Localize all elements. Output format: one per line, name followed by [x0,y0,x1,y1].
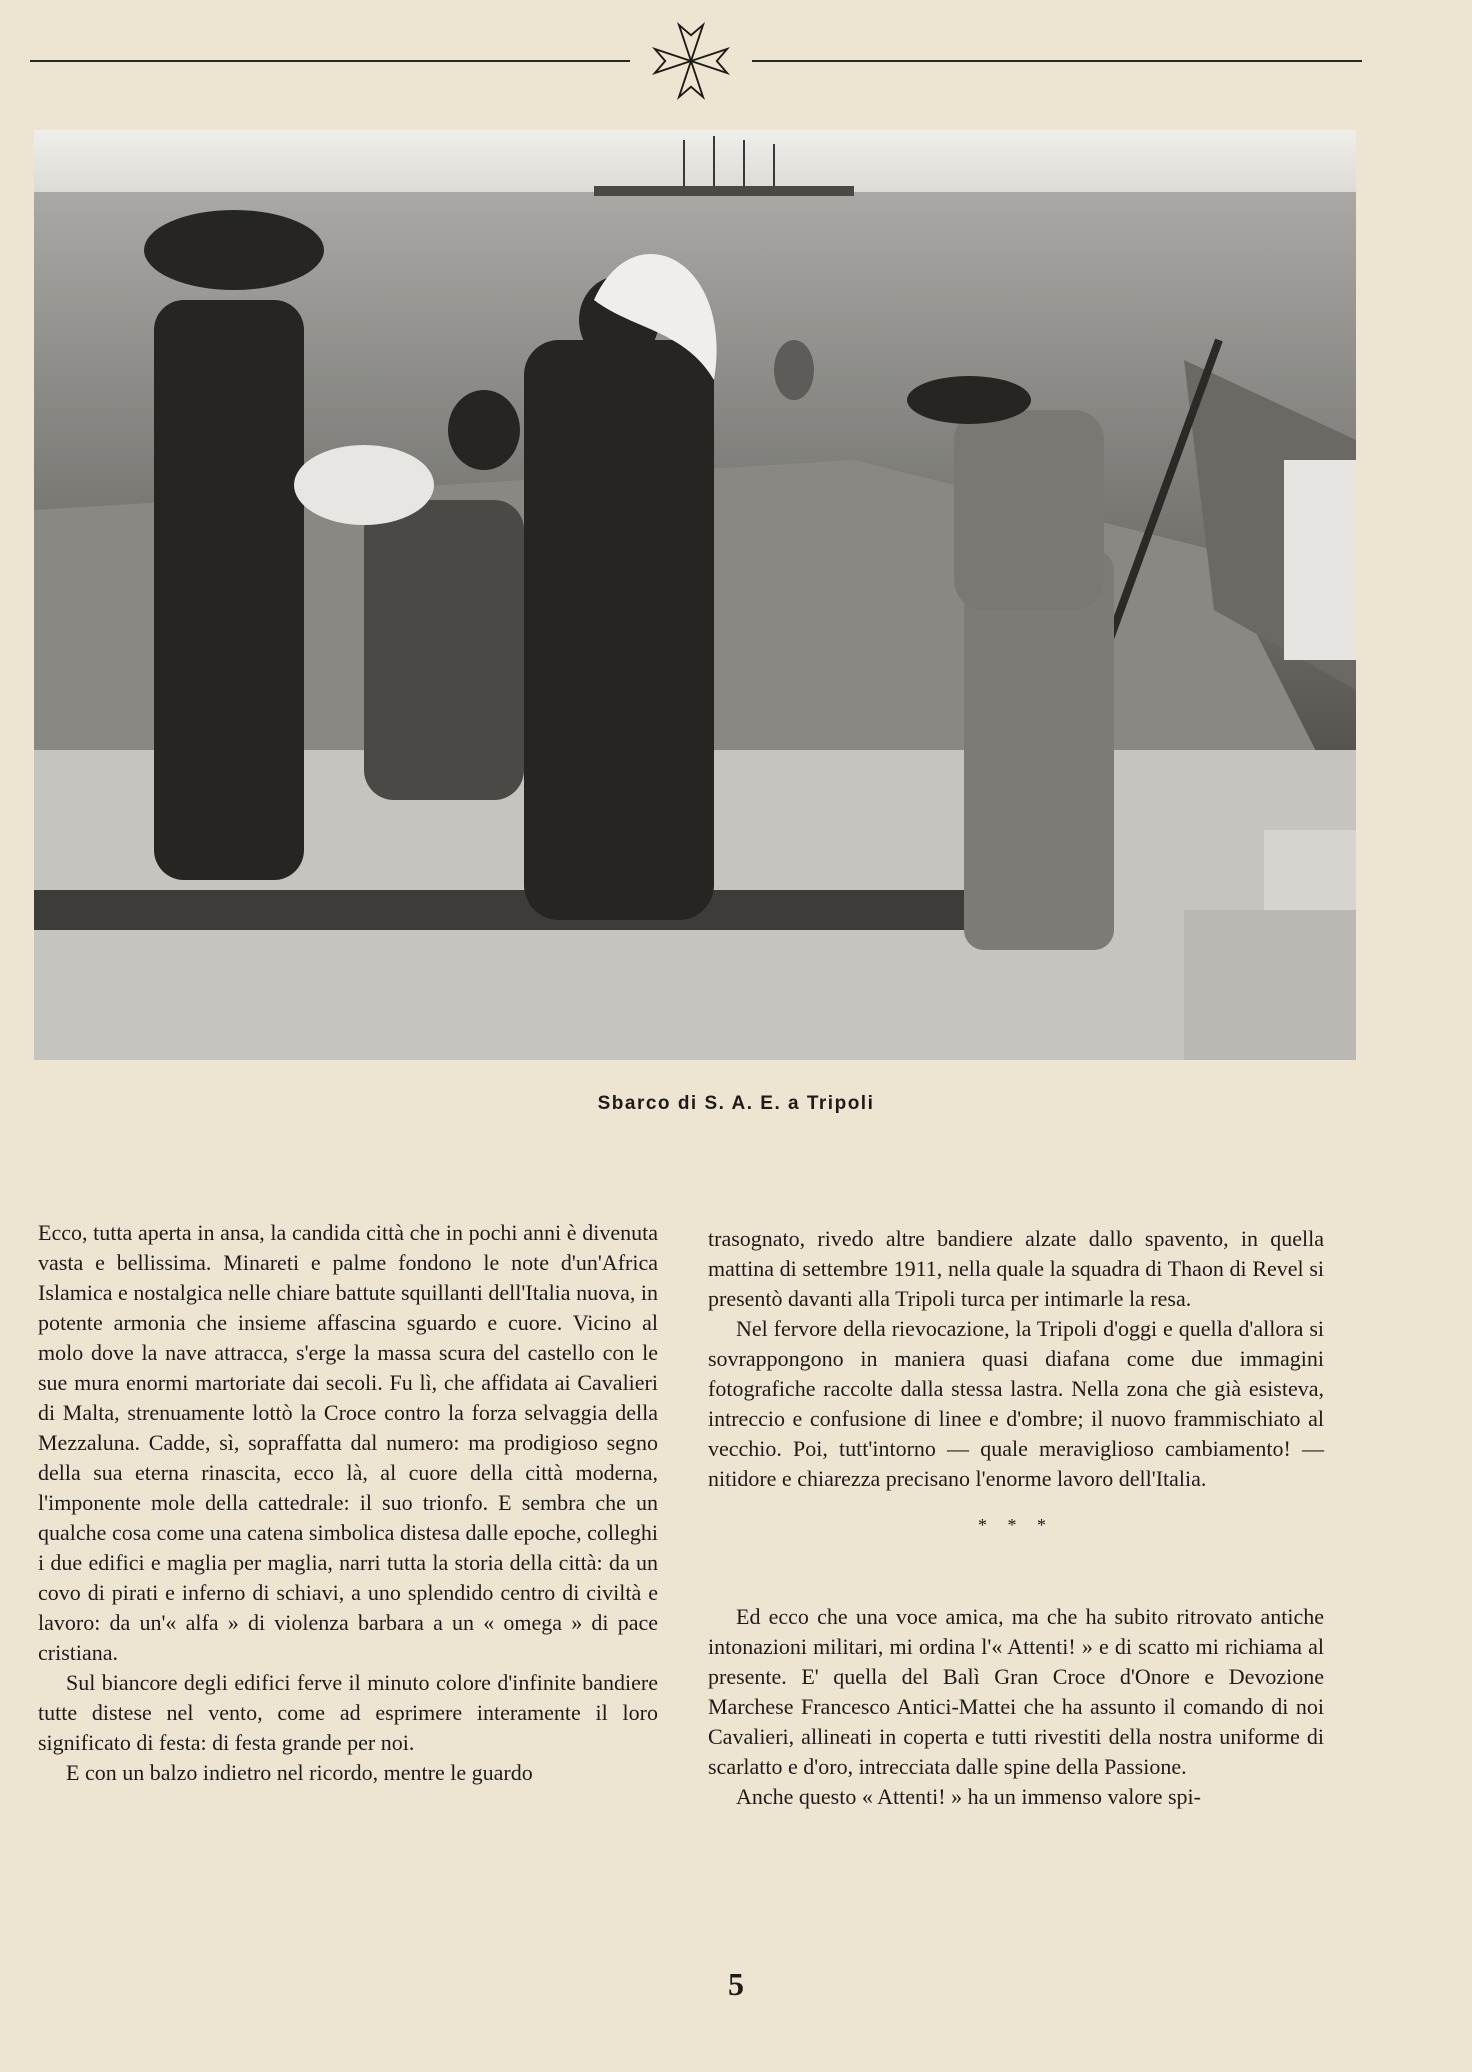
text-column-left [38,1218,658,1788]
paragraph: Ecco, tutta aperta in ansa, la candida città che in pochi anni è divenuta vasta e bellissima. Minareti e palme fondono le note d'un'Africa Islamica e nostalgica nelle chiare battute squillanti dell'Italia nuova, in potente armonia che insieme affascina sguardo e cuore. Vicino al molo dove la nave attracca, s'erge la massa scura del castello con le sue mura enormi martoriate dai secoli. Fu lì, che affidata ai Cavalieri di Malta, strenuamente lottò la Croce contro la forza selvaggia della Mezzaluna. Cadde, sì, sopraffatta dal numero: ma prodigioso segno della sua eterna rinascita, ecco là, al cuore della città moderna, l'imponente mole della cattedrale: il suo trionfo. E sembra che un qualche cosa come una catena simbolica distesa dalle epoche, colleghi i due edifici e maglia per maglia, narri tutta la storia della città: da un covo di pirati e inferno di schiavi, a uno splendido centro di civiltà e lavoro: da un'« alfa » di violenza barbara a un « omega » di pace cristiana. [38,1220,658,1665]
paragraph: E con un balzo indietro nel ricordo, mentre le guardo [66,1760,533,1785]
photo-caption: Sbarco di S. A. E. a Tripoli [597,1093,875,1114]
header-rule-left [30,60,630,62]
photo-landing-tripoli [34,130,1356,1060]
page-number: 5 [728,1966,744,2002]
maltese-cross-icon [648,18,734,104]
header-rule-right [752,60,1362,62]
section-separator: * * * [978,1515,1054,1535]
paragraph: Nel fervore della rievocazione, la Tripoli d'oggi e quella d'allora si sovrappongono in maniera quasi diafana come due immagini fotografiche raccolte dalla stessa lastra. Nella zona che già esisteva, intreccio e confusione di linee e d'ombre; il nuovo frammischiato al vecchio. Poi, tutt'intorno — quale meraviglioso cambiamento! — nitidore e chiarezza precisano l'enorme lavoro dell'Italia. [708,1316,1324,1491]
text-column-right [708,1224,1324,1812]
paragraph: Ed ecco che una voce amica, ma che ha subito ritrovato antiche intonazioni militari, mi ordina l'« Attenti! » e di scatto mi richiama al presente. E' quella del Balì Gran Croce d'Onore e Devozione Marchese Francesco Antici-Mattei che ha assunto il comando di noi Cavalieri, allineati in coperta e tutti rivestiti della nostra uniforme di scarlatto e d'oro, intrecciata dalle spine della Passione. [708,1604,1324,1779]
paragraph: trasognato, rivedo altre bandiere alzate dallo spavento, in quella mattina di settembre 1911, nella quale la squadra di Thaon di Revel si presentò davanti alla Tripoli turca per intimarle la resa. [708,1226,1324,1311]
paragraph: Sul biancore degli edifici ferve il minuto colore d'infinite bandiere tutte distese nel vento, come ad esprimere interamente il loro significato di festa: di festa grande per noi. [38,1670,658,1755]
paragraph: Anche questo « Attenti! » ha un immenso valore spi- [736,1784,1201,1809]
